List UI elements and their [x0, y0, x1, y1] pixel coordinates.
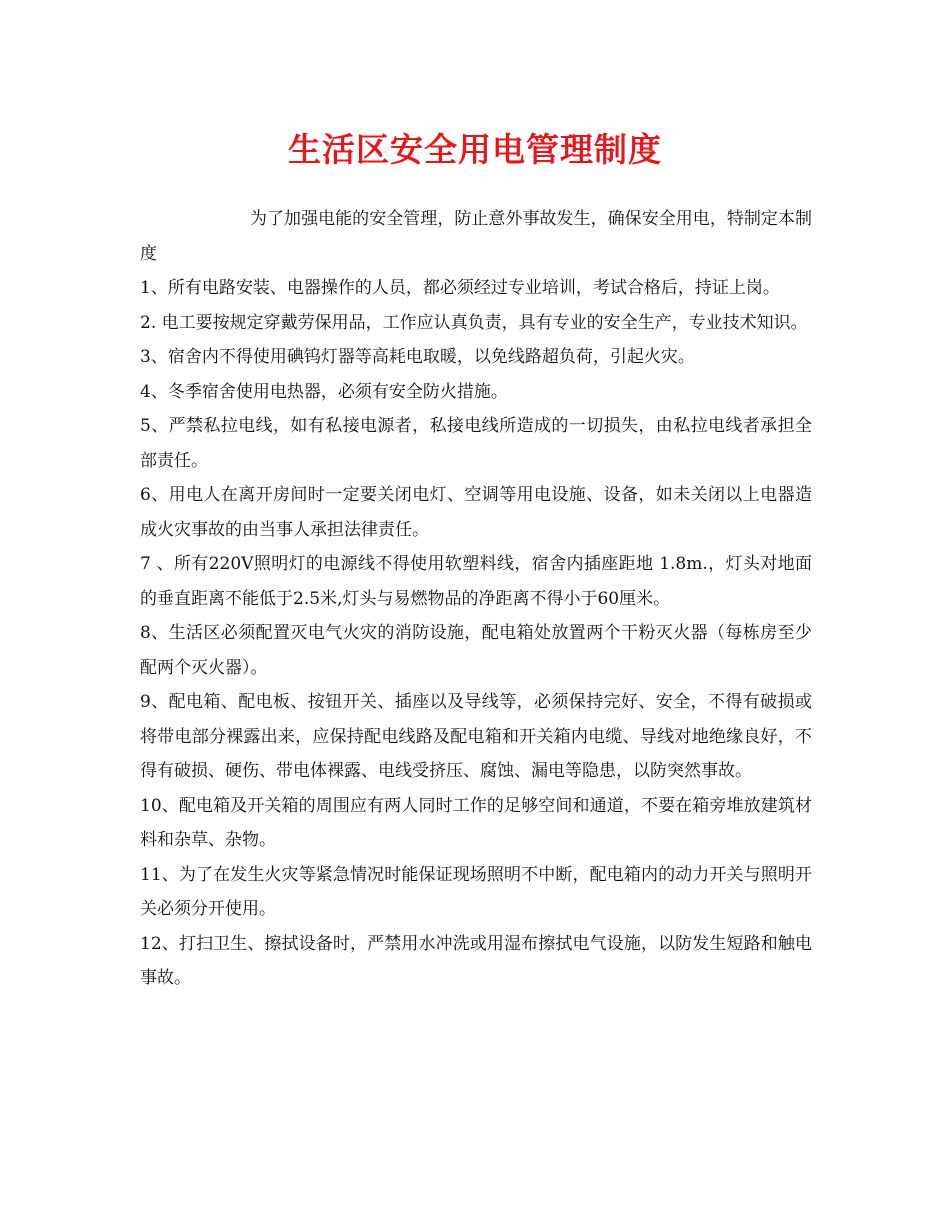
rule-item-11: 11、为了在发生火灾等紧急情况时能保证现场照明不中断，配电箱内的动力开关与照明开关必须分开使用。: [140, 864, 812, 919]
rule-item-1: 1、所有电路安装、电器操作的人员，都必须经过专业培训，考试合格后，持证上岗。: [140, 278, 780, 298]
rule-item-12: 12、打扫卫生、擦拭设备时，严禁用水冲洗或用湿布擦拭电气设施，以防发生短路和触电事故。: [140, 933, 812, 988]
rule-item-8: 8、生活区必须配置灭电气火灾的消防设施，配电箱处放置两个干粉灭火器（每栋房至少配两个灭火器）。: [140, 623, 812, 678]
rule-item-3: 3、宿舍内不得使用碘钨灯器等高耗电取暖，以免线路超负荷，引起火灾。: [140, 347, 695, 367]
rule-item-10: 10、配电箱及开关箱的周围应有两人同时工作的足够空间和通道，不要在箱旁堆放建筑材料和杂草、杂物。: [140, 795, 812, 850]
intro-paragraph: 为了加强电能的安全管理，防止意外事故发生，确保安全用电，特制定本制度: [140, 209, 812, 264]
document-body: [140, 202, 812, 996]
rule-item-7: 7 、所有220V照明灯的电源线不得使用软塑料线，宿舍内插座距地 1.8m.，灯头对地面的垂直距离不能低于2.5米,灯头与易燃物品的净距离不得小于60厘米。: [140, 554, 812, 609]
rule-item-5: 5、严禁私拉电线，如有私接电源者，私接电线所造成的一切损失，由私拉电线者承担全部责任。: [140, 416, 812, 471]
rule-item-4: 4、冬季宿舍使用电热器，必须有安全防火措施。: [140, 381, 508, 402]
rule-item-6: 6、用电人在离开房间时一定要关闭电灯、空调等用电设施、设备，如未关闭以上电器造成火灾事故的由当事人承担法律责任。: [140, 485, 812, 540]
rule-item-2: 2. 电工要按规定穿戴劳保用品，工作应认真负责，具有专业的安全生产，专业技术知识。: [140, 312, 808, 333]
document-title: 生活区安全用电管理制度: [288, 130, 662, 169]
rule-item-9: 9、配电箱、配电板、按钮开关、插座以及导线等，必须保持完好、安全，不得有破损或将带电部分裸露出来，应保持配电线路及配电箱和开关箱内电缆、导线对地绝缘良好，不得有破损、硬伤、带电体裸露、电线受挤压、腐蚀、漏电等隐患，以防突然事故。: [140, 692, 812, 781]
